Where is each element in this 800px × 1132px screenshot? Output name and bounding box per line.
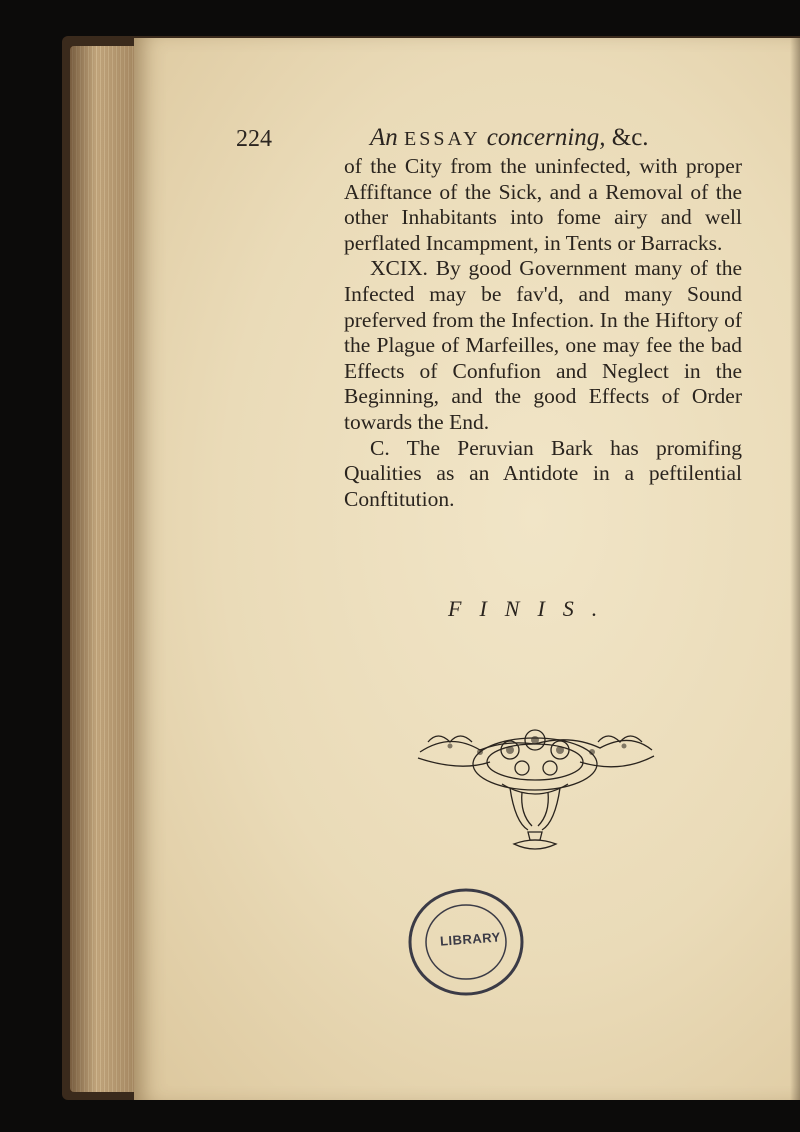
paragraph-xcix: XCIX. By good Government many of the Infected may be fav'd, and many Sound preferved from the Infection. In the Hiftory of the Plague of Marfeilles, one may fee the bad Effects of Confufion and Neglect in the Beginning, and the good Effects of Order towards the End. <box>344 256 742 434</box>
page-number: 224 <box>236 126 272 152</box>
page-edges <box>70 46 136 1092</box>
body-text <box>344 154 742 512</box>
running-head-end: &c. <box>611 124 649 151</box>
stamp-library-text: LIBRARY <box>439 929 502 949</box>
paragraph-c: C. The Peruvian Bark has promifing Qualities as an Antidote in a peftilential Conftitution. <box>344 435 742 511</box>
running-head-caps: ESSAY <box>404 128 481 150</box>
running-head-italic: An <box>370 124 398 151</box>
flower-vase-vignette <box>410 712 660 862</box>
finis-heading: FINIS. <box>448 596 616 621</box>
running-head <box>370 124 649 152</box>
paragraph-continuation: of the City from the uninfected, with proper Affiftance of the Sick, and a Removal of the other Inhabitants into fome airy and well perflated Incampment, in Tents or Barracks. <box>344 154 742 255</box>
running-head-rest: concerning, <box>486 124 606 151</box>
